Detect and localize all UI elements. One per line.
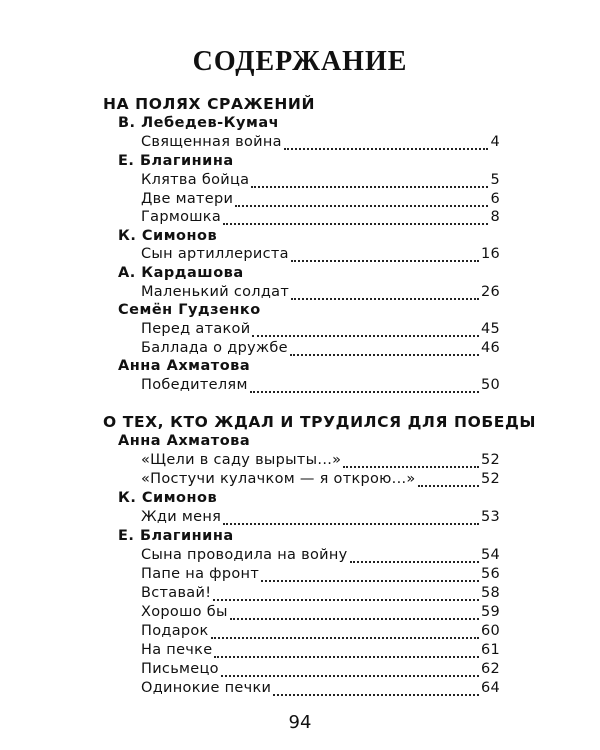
dot-leader — [230, 618, 479, 620]
toc-entry[interactable] — [141, 284, 500, 304]
entry-title: Папе на фронт — [141, 566, 260, 582]
entry-title: Баллада о дружбе — [141, 340, 288, 356]
dot-leader — [252, 335, 478, 337]
author-name: А. Кардашова — [118, 265, 244, 281]
dot-leader — [291, 298, 479, 300]
entry-page: 52 — [480, 452, 500, 468]
toc-entry[interactable] — [141, 623, 500, 643]
entry-title: Письмецо — [141, 661, 219, 677]
entry-page: 26 — [480, 284, 500, 300]
dot-leader — [284, 148, 489, 150]
dot-leader — [221, 675, 479, 677]
toc-entry[interactable] — [141, 321, 500, 341]
toc-entry[interactable] — [141, 209, 500, 229]
entry-title: «Постучи кулачком — я открою...» — [141, 471, 416, 487]
toc-entry[interactable] — [141, 680, 500, 700]
entry-page: 62 — [480, 661, 500, 677]
entry-page: 52 — [480, 471, 500, 487]
dot-leader — [350, 561, 479, 563]
entry-page: 16 — [480, 246, 500, 262]
dot-leader — [418, 485, 479, 487]
toc-entry[interactable] — [141, 547, 500, 567]
page-title: СОДЕРЖАНИЕ — [192, 46, 408, 77]
toc-entry[interactable] — [141, 172, 500, 192]
toc-entry[interactable] — [141, 340, 500, 360]
toc-entry[interactable] — [141, 191, 500, 211]
author-name: К. Симонов — [118, 490, 218, 506]
toc-entry[interactable] — [141, 134, 500, 154]
toc-entry[interactable] — [141, 585, 500, 605]
entry-page: 61 — [480, 642, 500, 658]
dot-leader — [251, 186, 488, 188]
entry-page: 60 — [480, 623, 500, 639]
entry-page: 5 — [490, 172, 500, 188]
entry-page: 50 — [480, 377, 500, 393]
toc-entry[interactable] — [141, 377, 500, 397]
entry-page: 59 — [480, 604, 500, 620]
author-name: Анна Ахматова — [118, 433, 251, 449]
entry-page: 58 — [480, 585, 500, 601]
entry-title: Священная война — [141, 134, 282, 150]
entry-title: Клятва бойца — [141, 172, 250, 188]
entry-title: Сын артиллериста — [141, 246, 289, 262]
dot-leader — [261, 580, 479, 582]
author-name: К. Симонов — [118, 228, 218, 244]
dot-leader — [223, 523, 479, 525]
entry-title: Сына проводила на войну — [141, 547, 348, 563]
entry-title: Маленький солдат — [141, 284, 290, 300]
toc-entry[interactable] — [141, 509, 500, 529]
dot-leader — [223, 223, 488, 225]
entry-title: Две матери — [141, 191, 234, 207]
entry-page: 6 — [490, 191, 500, 207]
dot-leader — [290, 354, 479, 356]
dot-leader — [273, 694, 479, 696]
toc-entry[interactable] — [141, 566, 500, 586]
author-name: Анна Ахматова — [118, 358, 251, 374]
entry-title: Вставай! — [141, 585, 212, 601]
author-name: В. Лебедев-Кумач — [118, 115, 280, 131]
entry-title: На печке — [141, 642, 213, 658]
section-title: НА ПОЛЯХ СРАЖЕНИЙ — [103, 95, 316, 113]
entry-page: 45 — [480, 321, 500, 337]
entry-title: «Щели в саду вырыты...» — [141, 452, 342, 468]
toc-entry[interactable] — [141, 471, 500, 491]
toc-entry[interactable] — [141, 642, 500, 662]
entry-page: 64 — [480, 680, 500, 696]
author-name: Е. Благинина — [118, 528, 234, 544]
entry-title: Подарок — [141, 623, 209, 639]
dot-leader — [343, 466, 479, 468]
dot-leader — [211, 637, 479, 639]
toc-entry[interactable] — [141, 246, 500, 266]
entry-page: 46 — [480, 340, 500, 356]
entry-title: Хорошо бы — [141, 604, 228, 620]
toc-entry[interactable] — [141, 661, 500, 681]
entry-page: 4 — [490, 134, 500, 150]
author-name: Е. Благинина — [118, 153, 234, 169]
entry-title: Жди меня — [141, 509, 222, 525]
entry-title: Победителям — [141, 377, 248, 393]
dot-leader — [250, 391, 479, 393]
dot-leader — [213, 599, 479, 601]
entry-title: Гармошка — [141, 209, 222, 225]
entry-title: Перед атакой — [141, 321, 251, 337]
entry-page: 53 — [480, 509, 500, 525]
toc-entry[interactable] — [141, 604, 500, 624]
entry-title: Одинокие печки — [141, 680, 272, 696]
section-title: О ТЕХ, КТО ЖДАЛ И ТРУДИЛСЯ ДЛЯ ПОБЕДЫ — [103, 413, 537, 431]
entry-page: 56 — [480, 566, 500, 582]
page-number: 94 — [288, 712, 312, 733]
toc-entry[interactable] — [141, 452, 500, 472]
entry-page: 8 — [490, 209, 500, 225]
author-name: Семён Гудзенко — [118, 302, 261, 318]
dot-leader — [214, 656, 478, 658]
dot-leader — [235, 205, 488, 207]
entry-page: 54 — [480, 547, 500, 563]
dot-leader — [291, 260, 479, 262]
